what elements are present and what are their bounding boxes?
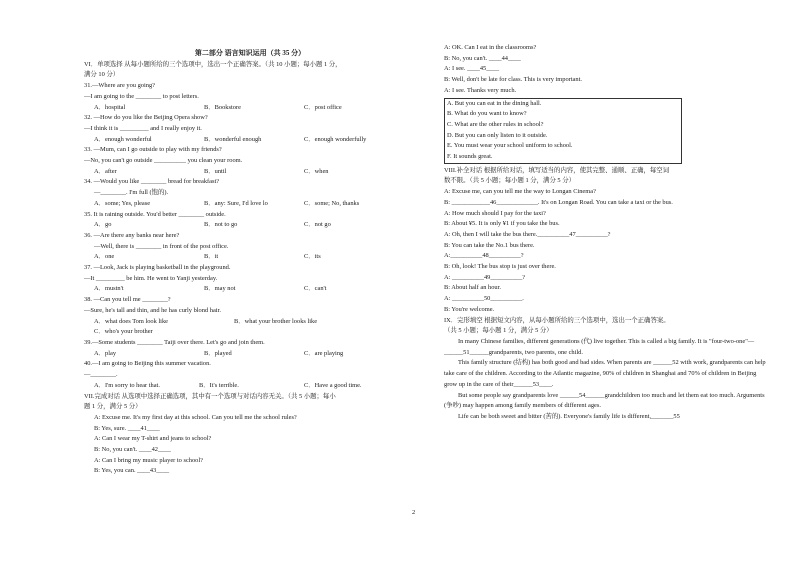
question-36: 36. —Are there any banks near here? [84, 231, 180, 239]
left-column [84, 48, 416, 477]
question-39: 39.—Some students ________ Taiji over there. Let's go and join them. [84, 338, 265, 346]
question-31: 31.—Where are you going? [84, 82, 155, 90]
dialogue-line: B: Yes, you can. ____43____ [94, 467, 170, 475]
box-option: F. It sounds great. [447, 153, 493, 161]
right-column [444, 43, 768, 423]
option-c[interactable]: C．its [304, 253, 321, 261]
option-b[interactable]: B．It's terrible. [199, 381, 239, 389]
box-option: C. What are the other rules in school? [447, 120, 544, 128]
option-c[interactable]: C．who's your brother [94, 328, 153, 336]
option-c[interactable]: C．some; No, thanks [304, 199, 360, 207]
box-option: B. What do you want to know? [447, 110, 527, 118]
dialogue-line: B: No, you can't. ____44____ [444, 54, 521, 62]
options-box [444, 98, 682, 164]
option-b[interactable]: B．played [204, 349, 232, 357]
completion-line: A: __________50__________. [444, 295, 524, 303]
option-a[interactable]: A．mustn't [94, 285, 124, 293]
option-b[interactable]: B．not to go [204, 221, 238, 229]
section-8-heading: VIII.补全对话 根据所给对话，填写适当的内容，使其完整、通顺、正确，每空词 [444, 166, 670, 174]
option-a[interactable]: A．play [94, 349, 117, 357]
section-8-heading-cont: 数不限。（共 5 小题；每小题 1 分，满分 5 分） [444, 177, 576, 185]
question-33-options [84, 167, 416, 178]
question-33-line2: —No, you can't go outside __________ you clean your room. [84, 157, 243, 165]
question-39-options [84, 349, 416, 360]
question-31-line2: —I am going to the ________ to post letters. [84, 92, 199, 100]
page-number: 2 [412, 509, 416, 516]
option-a[interactable]: A．enough wonderful [94, 135, 152, 143]
option-b[interactable]: B．until [204, 167, 227, 175]
question-37-line2: —It _________ be him. He went to Yanji yesterday. [84, 274, 218, 282]
question-32-line2: —I think it is _________ and I really enjoy it. [84, 124, 202, 132]
question-34-line2: —________. I'm full (饱的). [94, 189, 169, 197]
question-40-options [84, 381, 416, 392]
section-9-heading: IX．完形填空 根据短文内容，从每小题所给的三个选项中，选出一个正确答案。 [444, 316, 670, 324]
completion-line: B: About ¥5. It is only ¥1 if you take the bus. [444, 220, 560, 228]
question-37: 37. —Look, Jack is playing basketball in the playground. [84, 264, 231, 272]
option-c[interactable]: C．can't [304, 285, 327, 293]
option-b[interactable]: B．what your brother looks like [234, 317, 318, 325]
question-38-options [84, 317, 416, 328]
completion-line: A: Oh, then I will take the bus there.__________47__________? [444, 230, 611, 238]
option-a[interactable]: A．after [94, 167, 117, 175]
completion-line: A: Excuse me, can you tell me the way to Longan Cinema? [444, 188, 596, 196]
option-c[interactable]: C．Have a good time. [304, 381, 362, 389]
question-38-line2: —Sure, he's tall and thin, and he has curly blond hair. [84, 306, 221, 314]
option-c[interactable]: C．post office [304, 103, 342, 111]
option-b[interactable]: B．any: Sure, I'd love lo [204, 199, 268, 207]
question-37-options [84, 284, 416, 295]
option-c[interactable]: C．not go [304, 221, 331, 229]
dialogue-line: A: I see. ____45____ [444, 65, 500, 73]
completion-line: B: You can take the No.1 bus there. [444, 241, 535, 249]
question-31-options [84, 103, 416, 114]
question-32-options [84, 135, 416, 146]
part-title: 第二部分 语言知识运用（共 35 分） [194, 49, 306, 57]
dialogue-line: B: Well, don't be late for class. This is very important. [444, 76, 582, 84]
option-b[interactable]: B．wonderful enough [204, 135, 262, 143]
dialogue-line: A: OK. Can I eat in the classrooms? [444, 44, 537, 51]
option-c[interactable]: C．are playing [304, 349, 344, 357]
dialogue-line: A: Can I bring my music player to school? [94, 456, 203, 464]
option-a[interactable]: A．go [94, 221, 112, 229]
question-40-line2: —________. [84, 371, 118, 379]
cloze-paragraph: In many Chinese families, different generations (代) live together. This is called a big family. It is "four-two-one"— ______51______grandparents, two parents, one child. [444, 337, 755, 356]
section-7-heading: VII.完成对话 从选项中选择正确选项，其中有一个选项与对话内容无关。（共 5 小题；每小 [84, 392, 336, 400]
completion-line: B: ____________46_____________. It's on Longan Road. You can take a taxi or the bus. [444, 198, 673, 206]
option-b[interactable]: B．may not [204, 285, 236, 293]
option-a[interactable]: A．one [94, 253, 115, 261]
dialogue-line: A: I see. Thanks very much. [444, 86, 517, 94]
cloze-paragraph: Life can be both sweet and bitter (苦的). Everyone's family life is different,_______55 [458, 412, 680, 420]
option-c[interactable]: C．enough wonderfully [304, 135, 367, 143]
option-b[interactable]: B．Bookstore [204, 103, 241, 111]
completion-line: A: __________49__________? [444, 273, 526, 281]
section-7-heading-cont: 题 1 分，满分 5 分） [84, 403, 142, 411]
completion-line: B: You're welcome. [444, 305, 495, 313]
question-34-options [84, 199, 416, 210]
option-a[interactable]: A．some; Yes, please [94, 199, 151, 207]
dialogue-line: B: No, you can't. ____42____ [94, 446, 171, 454]
dialogue-line: A: Can I wear my T-shirt and jeans to school? [94, 435, 212, 443]
dialogue-line: B: Yes, sure. ____41____ [94, 424, 160, 432]
question-32: 32. —How do you like the Beijing Opera show? [84, 114, 208, 122]
question-33: 33. —Mum, can I go outside to play with my friends? [84, 146, 222, 154]
completion-line: A:__________48__________? [444, 252, 524, 260]
option-a[interactable]: A．I'm sorry to hear that. [94, 381, 160, 389]
question-35-options [84, 220, 416, 231]
section-6-heading-cont: 满分 10 分） [84, 71, 120, 79]
question-35: 35. It is raining outside. You'd better ________ outside. [84, 210, 226, 218]
question-36-options [84, 252, 416, 263]
question-36-line2: —Well, there is ________ in front of the post office. [94, 242, 229, 250]
box-option: D. But you can only listen to it outside. [447, 131, 548, 139]
question-34: 34. —Would you like ________ bread for breakfast? [84, 178, 220, 186]
completion-line: A: How much should I pay for the taxi? [444, 209, 546, 217]
option-a[interactable]: A．hospital [94, 103, 126, 111]
cloze-paragraph: But some people say grandparents love ______54______grandchildren too much and let them eat too much. Arguments (争吵) may happen among family members of different ages. [444, 391, 765, 410]
dialogue-line: A: Excuse me. It's my first day at this school. Can you tell me the school rules? [94, 413, 297, 421]
question-40: 40.—I am going to Beijing this summer vacation. [84, 360, 211, 368]
option-c[interactable]: C．when [304, 167, 329, 175]
question-38: 38. —Can you tell me ________? [84, 296, 171, 304]
section-6-heading: VI．单项选择 从每小题所给的三个选项中，选出一个正确答案。（共 10 小题；每小题 1 分， [84, 60, 342, 68]
section-9-heading-cont: （共 5 小题；每小题 1 分，满分 5 分） [444, 327, 553, 335]
box-option: A. But you can eat in the dining hall. [447, 99, 542, 107]
cloze-paragraph: This family structure (结构) has both good and bad sides. When parents are ______52 with work, grandparents can help take care of the children. According to the Atlantic magazine, 90% of children in Shanghai and 70% of children in Beijing grow up in the care of their______53____. [444, 359, 766, 388]
completion-line: B: Oh, look! The bus stop is just over there. [444, 263, 556, 271]
option-b[interactable]: B．it [204, 253, 219, 261]
completion-line: B: About half an hour. [444, 284, 501, 292]
box-option: E. You must wear your school uniform to school. [447, 142, 573, 150]
option-a[interactable]: A．what does Tom look like [94, 317, 168, 325]
